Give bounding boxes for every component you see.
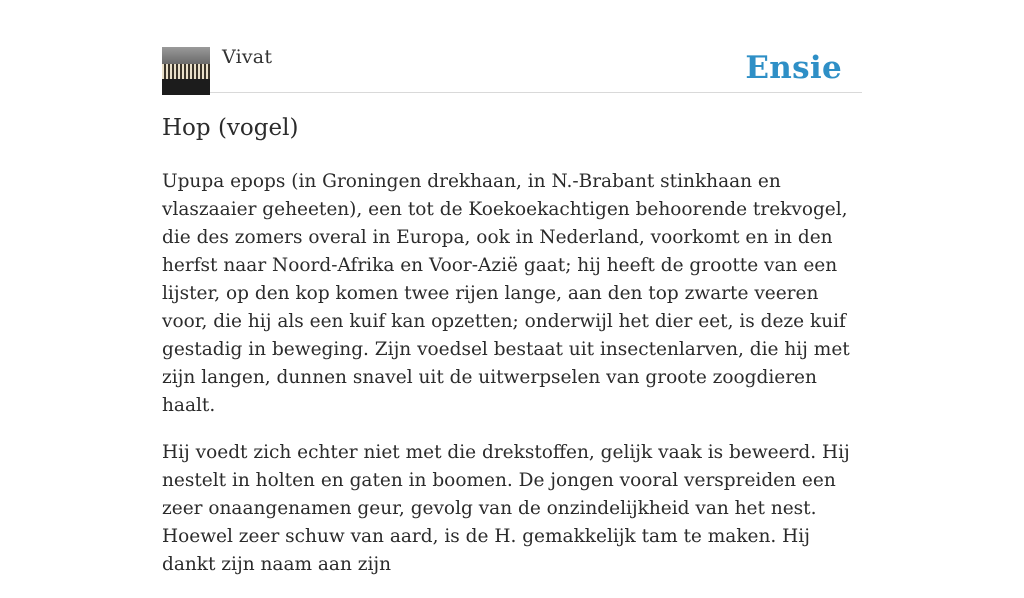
page-header: [162, 0, 862, 93]
username-link[interactable]: Vivat: [222, 46, 273, 68]
article-page: [162, 0, 862, 575]
article-paragraph: Upupa epops (in Groningen drekhaan, in N.-Brabant stinkhaan en vlaszaaier geheeten), een tot de Koekoekachtigen behoorende trekvogel, die des zomers overal in Europa, ook in Nederland, voorkomt en in den herfst naar Noord-Afrika en Voor-Azië gaat; hij heeft de grootte van een lijster, op den kop komen twee rijen lange, aan den top zwarte veeren voor, die hij als een kuif kan opzetten; onderwijl het dier eet, is deze kuif gestadig in beweging. Zijn voedsel bestaat uit insectenlarven, die hij met zijn langen, dunnen snavel uit de uitwerpselen van groote zoogdieren haalt.: [162, 171, 850, 416]
avatar-background: [162, 47, 210, 64]
article-paragraph: Hij voedt zich echter niet met die drekstoffen, gelijk vaak is beweerd. Hij nestelt in holten en gaten in boomen. De jongen vooral verspreiden een zeer onaangenamen geur, gevolg van de onzindelijkheid van het nest. Hoewel zeer schuw van aard, is de H. gemakkelijk tam te maken. Hij dankt zijn naam aan zijn: [162, 442, 850, 575]
avatar-base: [162, 79, 210, 95]
page-title: Hop (vogel): [162, 115, 299, 141]
bookshelf-icon: [162, 64, 210, 79]
avatar[interactable]: [162, 47, 210, 95]
article-body: [162, 168, 862, 598]
ensie-logo[interactable]: Ensie: [745, 50, 842, 86]
